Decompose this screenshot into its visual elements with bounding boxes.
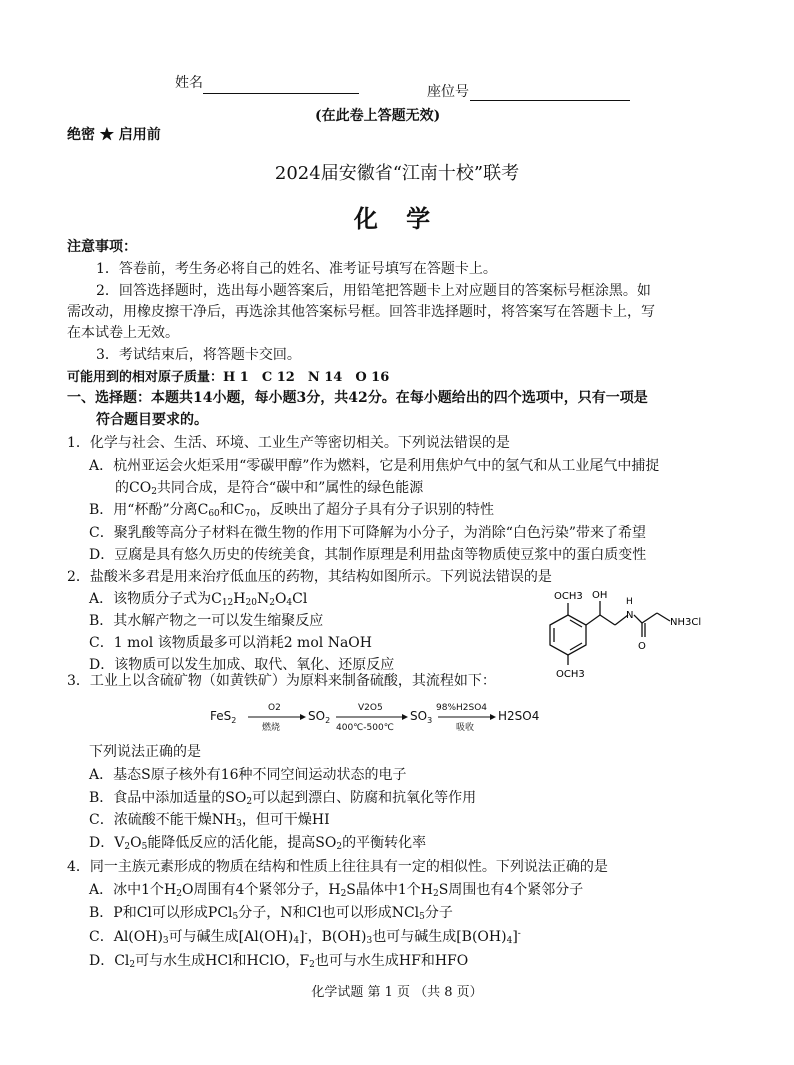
q1-stem: 1．化学与社会、生活、环境、工业生产等密切相关。下列说法错误的是 [67, 435, 510, 451]
flow-condition-1-bottom: 燃烧 [262, 723, 281, 733]
notes-item: 2．回答选择题时，选出每小题答案后，用铅笔把答题卡上对应题目的答案标号框涂黑。如 [96, 283, 651, 299]
seat-label: 座位号 [427, 84, 469, 100]
q3-option-b: B．食品中添加适量的$SO_2$可以起到漂白、防腐和抗氧化等作用 [89, 790, 477, 807]
sulfuric-acid-flowchart [210, 696, 540, 736]
flow-condition-2-top: V2O5 [358, 703, 383, 713]
q1-option-c: C．聚乳酸等高分子材料在微生物的作用下可降解为小分子，为消除“白色污染”带来了希望 [89, 525, 647, 541]
flow-species-fes2: FeS$_2$ [210, 709, 237, 725]
structure-label-n: N [626, 610, 634, 621]
midodrine-structure-diagram [520, 585, 720, 685]
seat-field-line[interactable] [470, 100, 630, 101]
structure-label-och3-top: OCH3 [554, 591, 583, 602]
atomic-masses: 可能用到的相对原子质量：H 1 C 12 N 14 O 16 [67, 370, 390, 385]
q3-sub-stem: 下列说法正确的是 [89, 744, 201, 760]
q4-option-b: B．P和Cl可以形成PCl$_5$分子，N和Cl也可以形成NCl$_5$分子 [89, 905, 453, 922]
notes-item: 需改动，用橡皮擦干净后，再选涂其他答案标号框。回答非选择题时，将答案写在答题卡上，写 [67, 304, 655, 320]
exam-title: 2024届安徽省“江南十校”联考 [274, 163, 520, 184]
q3-stem: 3．工业上以含硫矿物（如黄铁矿）为原料来制备硫酸，其流程如下： [67, 673, 496, 689]
benzene-ring [550, 615, 586, 655]
q2-option-c: C．1 mol 该物质最多可以消耗2 mol NaOH [89, 635, 372, 651]
name-field-line[interactable] [203, 93, 359, 94]
q1-option-d: D．豆腐是具有悠久历史的传统美食，其制作原理是利用盐卤等物质使豆浆中的蛋白质变性 [89, 547, 647, 563]
q3-option-d: D．$V_2O_5$能降低反应的活化能，提高$SO_2$的平衡转化率 [89, 835, 427, 852]
q1-option-b: B．用“杯酚”分离$C_{60}$和$C_{70}$，反映出了超分子具有分子识别的特性 [89, 502, 494, 519]
page-footer: 化学试题 第 1 页 （共 8 页） [311, 985, 483, 1000]
name-label: 姓名 [175, 75, 203, 91]
notes-item: 3．考试结束后，将答题卡交回。 [96, 347, 301, 363]
q3-option-c: C．浓硫酸不能干燥$NH_3$，但可干燥HI [89, 812, 330, 829]
flow-species-so3: $SO_3$ [410, 709, 433, 725]
flow-species-h2so4: H2SO4 [498, 709, 540, 723]
flow-condition-3-bottom: 吸收 [456, 723, 475, 733]
section1-heading-cont: 符合题目要求的。 [96, 412, 208, 428]
q4-option-a: A．冰中1个$H_2O$周围有4个紧邻分子，$H_2S$晶体中1个$H_2S$周围也有4个紧邻分子 [89, 882, 584, 899]
q4-option-d: D．$Cl_2$可与水生成HCl和HClO，$F_2$也可与水生成HF和HFO [89, 953, 469, 970]
q2-option-b: B．其水解产物之一可以发生缩聚反应 [89, 613, 324, 629]
structure-label-o: O [638, 641, 646, 652]
q2-option-d: D．该物质可以发生加成、取代、氧化、还原反应 [89, 657, 395, 673]
structure-label-oh: OH [592, 590, 608, 601]
q3-option-a: A．基态S原子核外有16种不同空间运动状态的电子 [89, 767, 407, 783]
flow-species-so2: $SO_2$ [308, 709, 331, 725]
notes-item: 1．答卷前，考生务必将自己的姓名、准考证号填写在答题卡上。 [96, 261, 497, 277]
flow-condition-2-bottom: 400℃-500℃ [336, 723, 394, 733]
structure-label-nh3cl: NH3Cl [670, 617, 702, 628]
notes-heading: 注意事项： [67, 239, 137, 255]
q2-option-a: A．该物质分子式为$C_{12}H_{20}N_2O_4Cl$ [89, 591, 308, 608]
flow-condition-1-top: O2 [268, 703, 281, 713]
q1-option-a-cont: 的$CO_2$共同合成，是符合“碳中和”属性的绿色能源 [115, 480, 424, 497]
section1-heading: 一、选择题：本题共14小题，每小题3分，共42分。在每小题给出的四个选项中，只有一项是 [67, 390, 648, 406]
structure-label-nh: H [626, 597, 633, 607]
flow-condition-3-top: 98%H2SO4 [436, 703, 488, 713]
q1-option-a: A．杭州亚运会火炬采用“零碳甲醇”作为燃料，它是利用焦炉气中的氢气和从工业尾气中捕捉 [89, 458, 660, 474]
notes-item: 在本试卷上无效。 [67, 325, 179, 341]
q4-stem: 4．同一主族元素形成的物质在结构和性质上往往具有一定的相似性。下列说法正确的是 [67, 859, 608, 875]
q4-option-c: C．$Al(OH)_3$可与碱生成$[Al(OH)_4]^-$，$B(OH)_3$也可与碱生成$[B(OH)_4]^-$ [89, 929, 521, 946]
subject-title: 化 学 [353, 204, 441, 233]
structure-label-och3-bottom: OCH3 [556, 669, 585, 680]
invalid-note: (在此卷上答题无效) [315, 108, 441, 124]
q2-stem: 2．盐酸米多君是用来治疗低血压的药物，其结构如图所示。下列说法错误的是 [67, 569, 552, 585]
confidential-mark: 绝密 ★ 启用前 [67, 127, 161, 143]
